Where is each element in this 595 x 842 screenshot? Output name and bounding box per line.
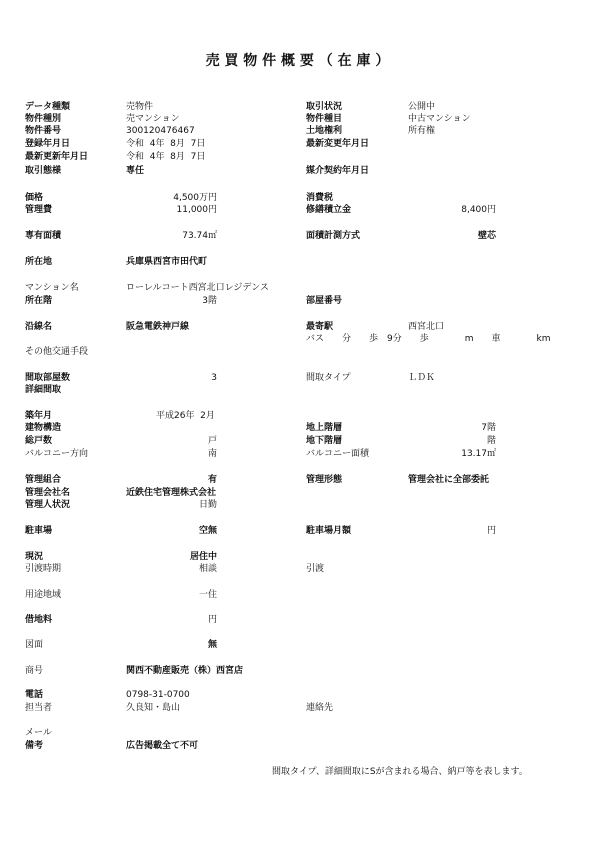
label-handover: 引渡 <box>306 564 325 574</box>
label-trade-name: 商号 <box>25 666 44 676</box>
value-location: 兵庫県西宮市田代町 <box>126 257 208 267</box>
label-mgmt-form: 管理形態 <box>306 475 343 485</box>
transport-detail: バス 分 歩 9分 歩 m 車 km <box>306 334 551 344</box>
label-mail: メール <box>25 728 52 738</box>
label-transaction-mode: 取引態様 <box>25 166 62 176</box>
label-other-transport: その他交通手段 <box>25 347 89 357</box>
label-last-changed: 最新変更年月日 <box>306 139 370 149</box>
label-manager-status: 管理人状況 <box>25 500 71 510</box>
value-manager-status: 日勤 <box>198 500 217 510</box>
label-registered: 登録年月日 <box>25 139 71 149</box>
value-repair-reserve: 8,400円 <box>461 205 496 215</box>
value-mgmt-company: 近鉄住宅管理株式会社 <box>126 488 217 498</box>
value-mgmt-form: 管理会社に全部委託 <box>408 475 490 485</box>
value-land-right: 所有権 <box>408 126 436 136</box>
value-last-updated: 令和 4年 8月 7日 <box>126 152 206 162</box>
value-mgmt-fee: 11,000円 <box>176 205 217 215</box>
value-total-units: 戸 <box>207 436 217 446</box>
label-property-item: 物件種目 <box>306 114 343 124</box>
label-line: 沿線名 <box>25 322 53 332</box>
label-status: 取引状況 <box>306 102 343 112</box>
value-area: 73.74㎡ <box>182 231 217 241</box>
label-area: 専有面積 <box>25 231 62 241</box>
label-mgmt-company: 管理会社名 <box>25 488 71 498</box>
value-mansion-name: ローレルコート西宮北口レジデンス <box>126 283 269 293</box>
value-property-item: 中古マンション <box>408 114 471 124</box>
label-area-method: 面積計測方式 <box>306 231 361 241</box>
label-contact: 連絡先 <box>306 703 334 713</box>
label-last-updated: 最新更新年月日 <box>25 152 89 162</box>
value-balcony-area: 13.17㎡ <box>461 449 496 459</box>
label-location: 所在地 <box>25 257 53 267</box>
label-remarks: 備考 <box>25 741 44 751</box>
value-property-no: 300120476467 <box>126 126 195 136</box>
value-below-floors: 階 <box>486 436 496 446</box>
value-transaction-mode: 専任 <box>126 166 145 176</box>
value-built: 平成26年 2月 <box>156 411 215 421</box>
label-rooms: 間取部屋数 <box>25 373 71 383</box>
footnote: 間取タイプ、詳細間取にSが含まれる場合、納戸等を表します。 <box>272 767 528 777</box>
label-above-floors: 地上階層 <box>306 423 343 433</box>
label-consumption-tax: 消費税 <box>306 193 334 203</box>
label-mgmt-union: 管理組合 <box>25 475 62 485</box>
label-parking: 駐車場 <box>25 526 53 536</box>
label-mansion-name: マンション名 <box>25 283 79 293</box>
label-property-kind: 物件種別 <box>25 114 62 124</box>
label-layout-type: 間取タイプ <box>306 373 351 383</box>
label-nearest-station: 最寄駅 <box>306 322 334 332</box>
value-current: 居住中 <box>189 552 217 562</box>
value-trade-name: 関西不動産販売（株）西宮店 <box>126 666 244 676</box>
label-balcony-area: バルコニー面積 <box>306 449 370 459</box>
value-data-type: 売物件 <box>126 102 154 112</box>
value-handover-time: 相談 <box>198 564 217 574</box>
value-zoning: 一住 <box>198 590 217 600</box>
value-mgmt-union: 有 <box>207 475 217 485</box>
value-property-kind: 売マンション <box>126 114 180 124</box>
label-floor: 所在階 <box>25 296 53 306</box>
label-price: 価格 <box>25 193 44 203</box>
value-parking-fee: 円 <box>486 526 496 536</box>
value-parking: 空無 <box>198 526 217 536</box>
value-area-method: 壁芯 <box>477 231 496 241</box>
value-rooms: 3 <box>211 373 217 383</box>
value-remarks: 広告掲載全て不可 <box>126 741 199 751</box>
label-room-no: 部屋番号 <box>306 296 343 306</box>
value-balcony-dir: 南 <box>207 449 217 459</box>
value-land-rent: 円 <box>207 615 217 625</box>
label-handover-time: 引渡時期 <box>25 564 62 574</box>
label-parking-fee: 駐車場月額 <box>306 526 352 536</box>
value-line: 阪急電鉄神戸線 <box>126 322 190 332</box>
value-nearest-station: 西宮北口 <box>408 322 445 332</box>
label-land-rent: 借地料 <box>25 615 53 625</box>
label-built: 築年月 <box>25 411 53 421</box>
label-structure: 建物構造 <box>25 423 62 433</box>
label-mgmt-fee: 管理費 <box>25 205 53 215</box>
value-phone: 0798-31-0700 <box>126 690 190 700</box>
label-contract-date: 媒介契約年月日 <box>306 166 370 176</box>
page-title: 売 買 物 件 概 要 （ 在 庫 ） <box>205 53 390 69</box>
label-phone: 電話 <box>25 690 44 700</box>
value-contact-person: 久良知・島山 <box>126 703 181 713</box>
value-drawing: 無 <box>207 640 217 650</box>
label-data-type: データ種類 <box>25 102 71 112</box>
value-above-floors: 7階 <box>481 423 496 433</box>
value-floor: 3階 <box>202 296 217 306</box>
value-status: 公開中 <box>408 102 436 112</box>
value-price: 4,500万円 <box>173 193 217 203</box>
label-contact-person: 担当者 <box>25 703 53 713</box>
label-balcony-dir: バルコニー方向 <box>25 449 89 459</box>
value-registered: 令和 4年 8月 7日 <box>126 139 206 149</box>
label-drawing: 図面 <box>25 640 44 650</box>
label-below-floors: 地下階層 <box>306 436 343 446</box>
label-layout-detail: 詳細間取 <box>25 385 62 395</box>
label-repair-reserve: 修繕積立金 <box>306 205 352 215</box>
label-land-right: 土地権利 <box>306 126 343 136</box>
label-property-no: 物件番号 <box>25 126 62 136</box>
label-current: 現況 <box>25 552 44 562</box>
label-total-units: 総戸数 <box>25 436 53 446</box>
value-layout-type: ＬＤＫ <box>408 373 436 383</box>
label-zoning: 用途地域 <box>25 590 62 600</box>
